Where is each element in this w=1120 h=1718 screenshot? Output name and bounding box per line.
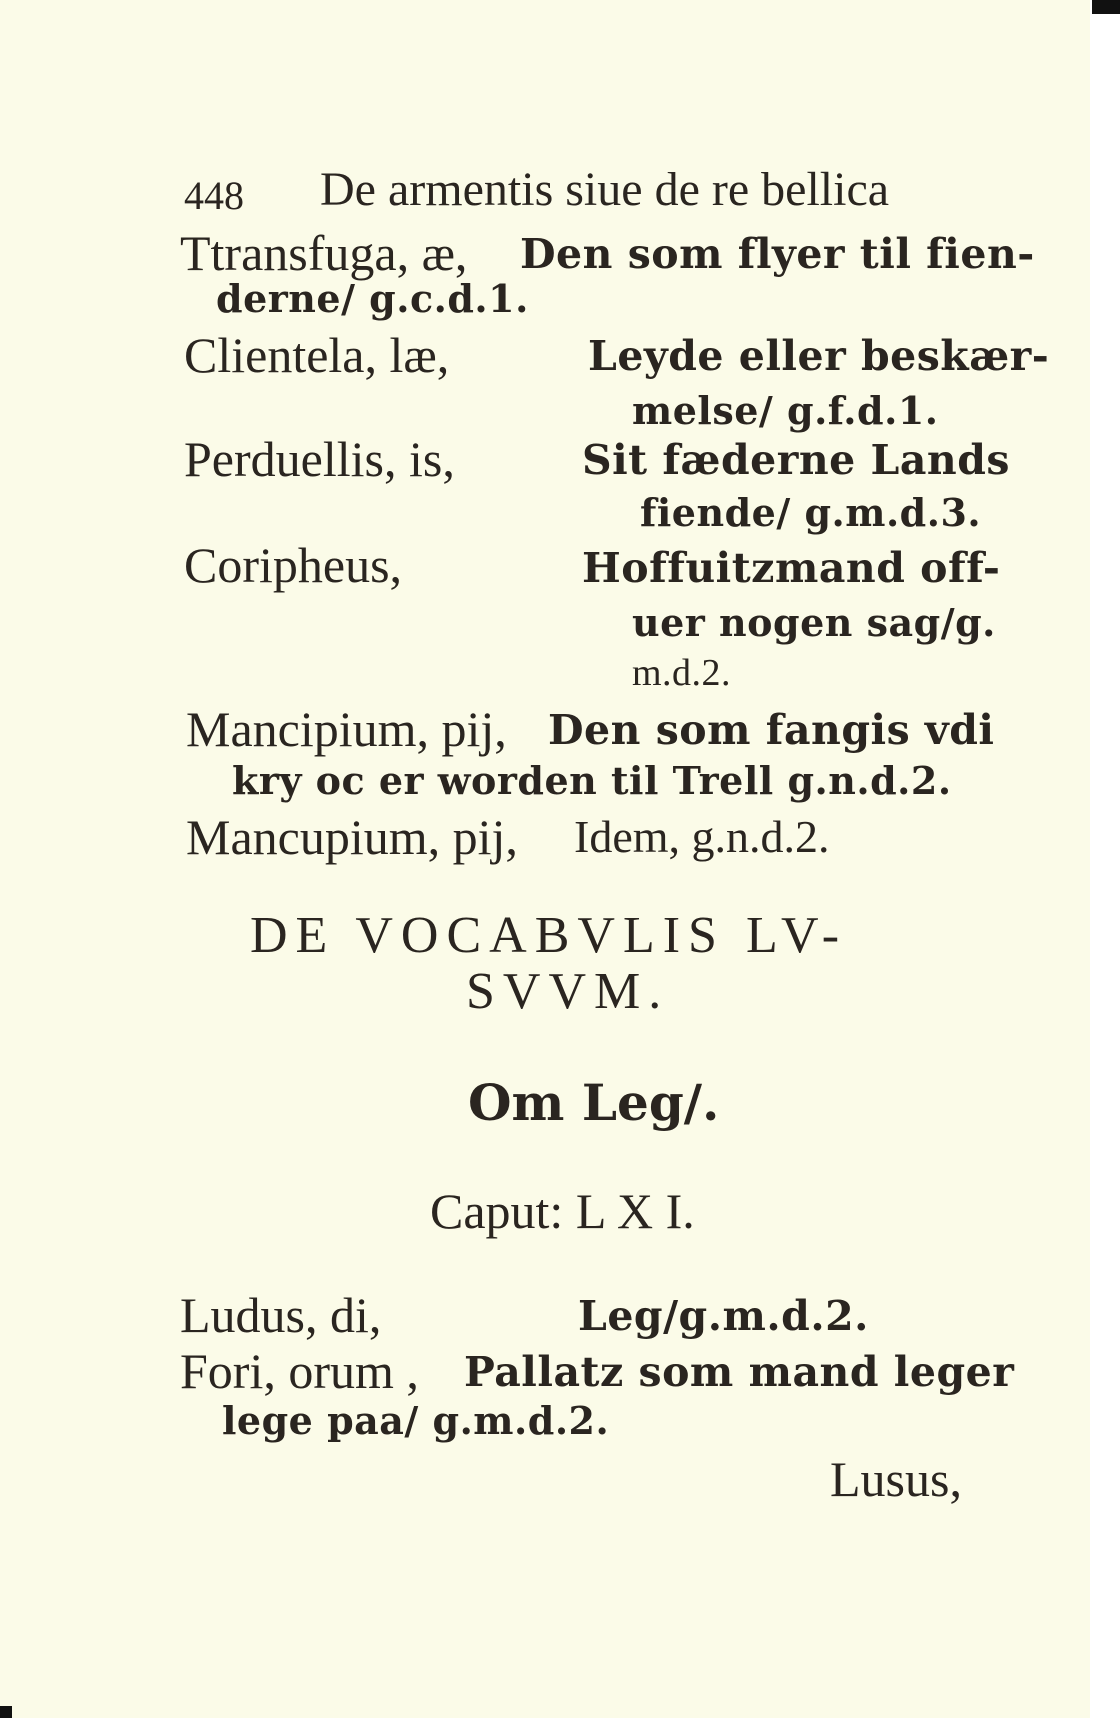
entry-latin: Fori, orum , xyxy=(180,1343,419,1399)
entry-continuation: lege paa/ g.m.d.2. xyxy=(222,1398,610,1443)
entry-continuation: derne/ g.c.d.1. xyxy=(216,276,529,321)
running-title: De armentis siue de re bellica xyxy=(320,163,890,216)
entry-latin: Ludus, di, xyxy=(180,1287,382,1343)
entry-latin: Ttransfuga, æ, xyxy=(180,225,468,281)
entry-continuation: fiende/ g.m.d.3. xyxy=(640,490,982,535)
entry-danish: Sit fæderne Lands xyxy=(582,436,1010,484)
section-heading: DE VOCABVLIS LV- xyxy=(250,907,848,964)
page-number: 448 xyxy=(184,173,244,218)
entry-latin: Mancipium, pij, xyxy=(186,701,507,757)
scan-corner-mark xyxy=(0,1706,12,1718)
scan-corner-mark xyxy=(1092,0,1120,14)
section-subheading: Om Leg/. xyxy=(468,1073,720,1132)
entry-danish: Idem, g.n.d.2. xyxy=(574,811,830,862)
entry-continuation: kry oc er worden til Trell g.n.d.2. xyxy=(232,758,952,803)
entry-continuation: melse/ g.f.d.1. xyxy=(632,388,939,433)
entry-danish: Leyde eller beskær- xyxy=(588,332,1050,380)
entry-latin: Clientela, læ, xyxy=(184,327,450,383)
entry-danish: Den som flyer til fien- xyxy=(520,230,1035,278)
entry-danish: Pallatz som mand leger xyxy=(464,1348,1015,1396)
section-heading: SVVM. xyxy=(466,963,670,1020)
entry-continuation: m.d.2. xyxy=(632,652,732,694)
page-margin xyxy=(1090,0,1120,1718)
entry-danish: Hoffuitzmand off- xyxy=(582,544,1001,592)
chapter-title: Caput: L X I. xyxy=(430,1183,695,1239)
entry-danish: Den som fangis vdi xyxy=(548,706,995,754)
entry-latin: Perduellis, is, xyxy=(184,431,455,487)
entry-continuation: uer nogen sag/g. xyxy=(632,600,996,645)
entry-danish: Leg/g.m.d.2. xyxy=(578,1292,869,1340)
entry-latin: Coripheus, xyxy=(184,537,403,593)
catchword: Lusus, xyxy=(830,1451,962,1507)
entry-latin: Mancupium, pij, xyxy=(186,809,518,865)
